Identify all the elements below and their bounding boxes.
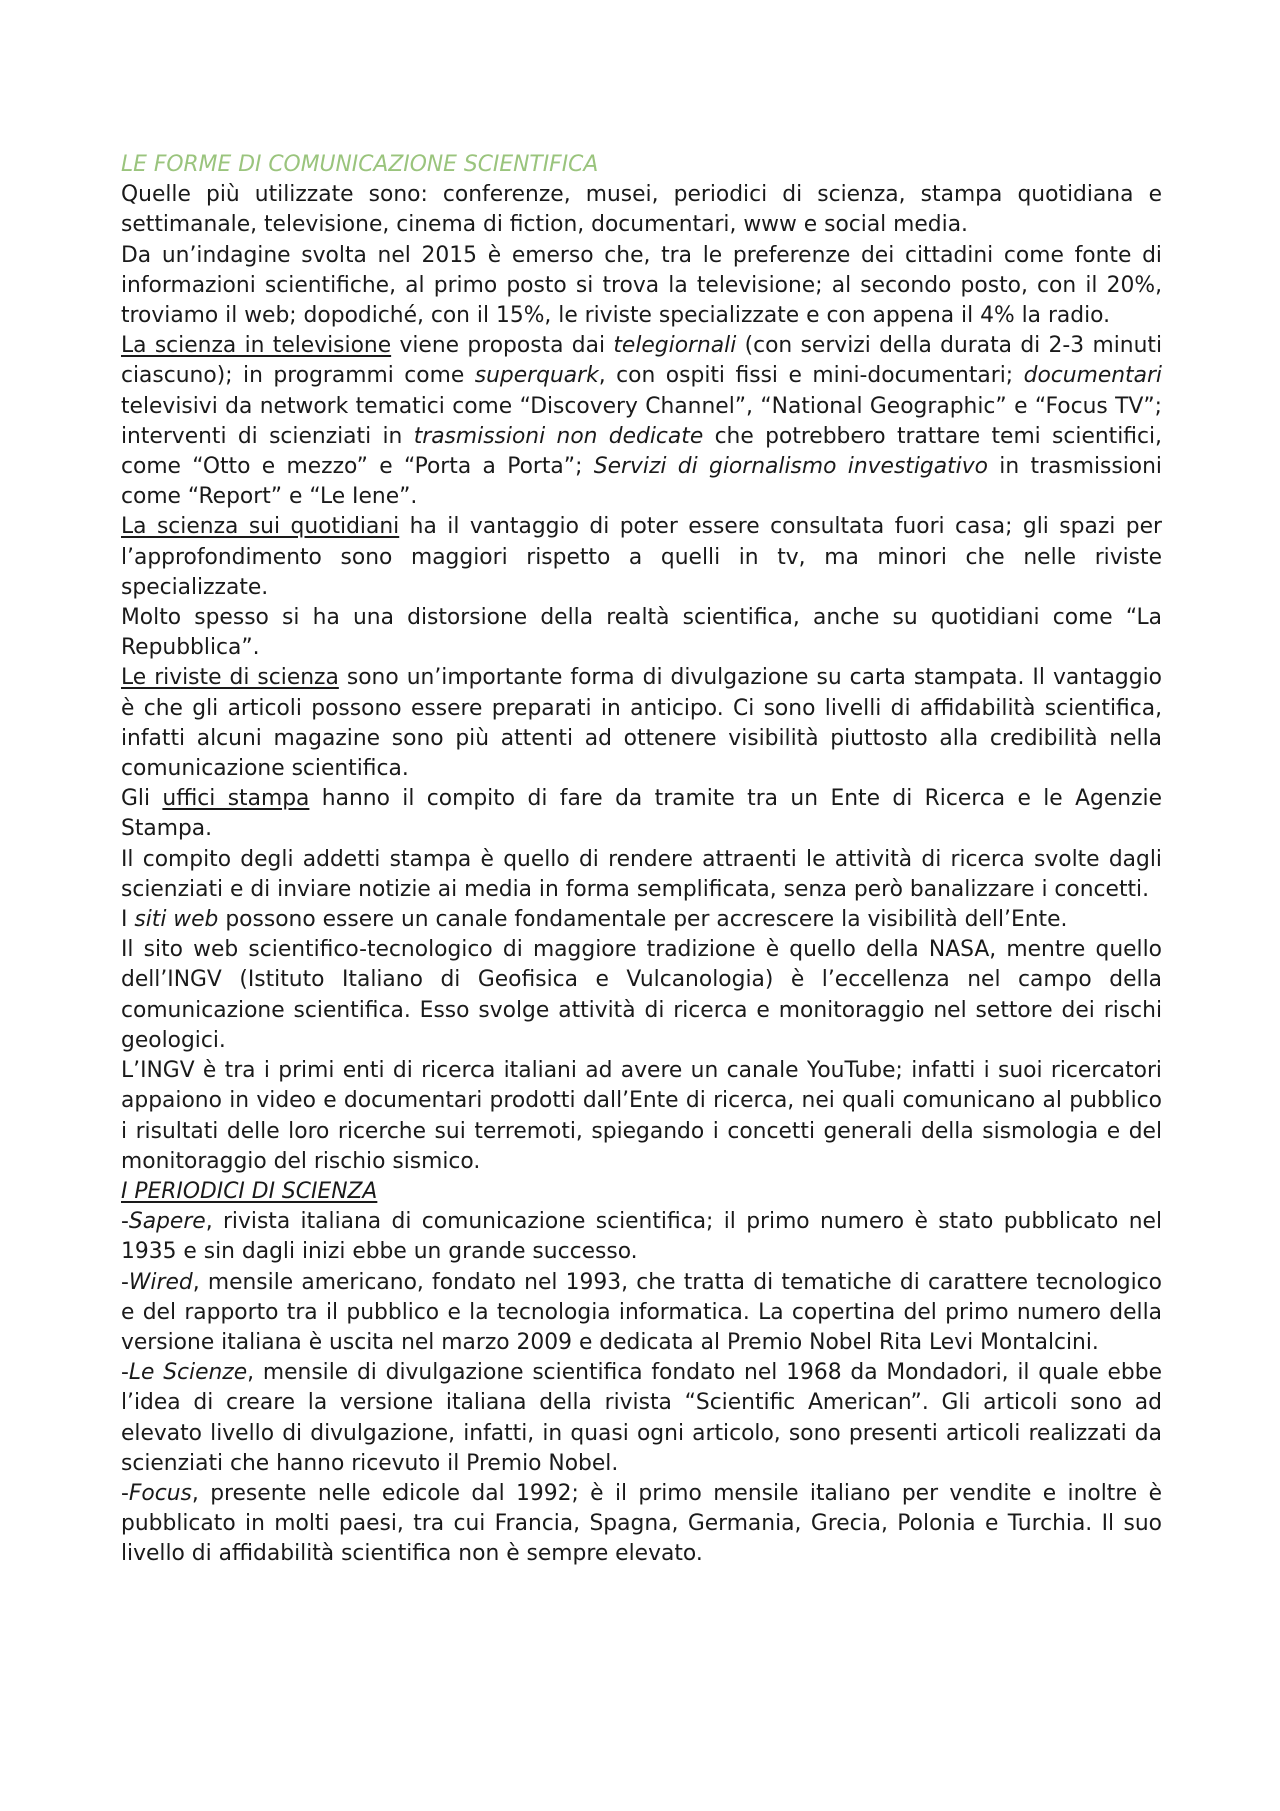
topic-television: La scienza in televisione [121,333,392,359]
paragraph-newspapers [121,512,1162,603]
periodical-description: , mensile di divulgazione scientifica fondato nel 1968 da Mondadori, il quale ebbe l’idea di creare la versione italiana della rivista “Scientific American”. Gli articoli sono ad elevato livello di divulgazione, infatti, in quasi ogni articolo, sono presenti articoli realizzati da scienziati che hanno ricevuto il Premio Nobel. [121,1360,1162,1476]
text-run: viene proposta dai [391,333,614,359]
paragraph-magazines [121,663,1162,784]
paragraph-nasa-ingv: Il sito web scientifico-tecnologico di maggiore tradizione è quello della NASA, mentre quello dell’INGV (Istituto Italiano di Geofisica e Vulcanologia) è l’eccellenza nel campo della comunicazione scientifica. Esso svolge attività di ricerca e monitoraggio nel settore dei rischi geologici. [121,937,1162,1053]
term-superquark: superquark [474,363,599,389]
topic-press-offices: uffici stampa [162,786,310,812]
text-run: I [121,907,135,933]
paragraph-ingv-youtube: L’INGV è tra i primi enti di ricerca italiani ad avere un canale YouTube; infatti i suoi ricercatori appaiono in video e documentari prodotti dall’Ente di ricerca, nei quali comunicano al pubblico i risultati delle loro ricerche sui terremoti, spiegando i concetti generali della sismologia e del monitoraggio del rischio sismico. [121,1058,1162,1174]
periodical-name: Le Scienze [128,1360,248,1386]
paragraph-press-task: Il compito degli addetti stampa è quello di rendere attraenti le attività di ricerca svolte dagli scienziati e di inviare notizie ai media in forma semplificata, senza però banalizzare i concetti. [121,846,1162,902]
section-heading-periodicals: I PERIODICI DI SCIENZA [121,1178,378,1204]
paragraph-press-offices [121,784,1162,844]
periodical-name: Sapere [128,1209,206,1235]
periodical-description: , mensile americano, fondato nel 1993, che tratta di tematiche di carattere tecnologico e del rapporto tra il pubblico e la tecnologia informatica. La copertina del primo numero della versione italiana è uscita nel marzo 2009 e dedicata al Premio Nobel Rita Levi Montalcini. [121,1269,1162,1355]
list-dash: - [121,1269,129,1295]
term-documentari: documentari [1023,363,1162,389]
term-trasmissioni: trasmissioni non dedicate [413,423,704,449]
term-giornalismo: Servizi di giornalismo investigativo [593,454,988,480]
list-dash: - [121,1360,129,1386]
periodical-item-le-scienze [121,1358,1162,1479]
topic-newspapers: La scienza sui quotidiani [121,514,400,540]
term-siti-web: siti web [134,907,219,933]
paragraph-distortion: Molto spesso si ha una distorsione della realtà scientifica, anche su quotidiani come “La Repubblica”. [121,605,1162,661]
text-run: hanno il compito di fare da tramite tra un Ente di Ricerca e le Agenzie Stampa. [121,786,1162,842]
document-title: LE FORME DI COMUNICAZIONE SCIENTIFICA [121,152,599,177]
text-run: televisivi da network tematici come “Discovery Channel”, “National Geographic” e “Focus TV”; interventi di scienziati in [121,393,1162,449]
periodical-item-sapere [121,1207,1162,1267]
paragraph-television [121,331,1162,512]
text-run: Gli [121,786,163,812]
text-run: ha il vantaggio di poter essere consultata fuori casa; gli spazi per l’approfondimento sono maggiori rispetto a quelli in tv, ma minori che nelle riviste specializzate. [121,514,1162,600]
term-telegiornali: telegiornali [613,333,737,359]
text-run: possono essere un canale fondamentale per accrescere la visibilità dell’Ente. [218,907,1068,933]
paragraph-websites [121,905,1162,935]
periodical-description: , rivista italiana di comunicazione scientifica; il primo numero è stato pubblicato nel 1935 e sin dagli inizi ebbe un grande successo. [121,1209,1162,1265]
periodical-name: Focus [128,1480,192,1506]
text-run: , con ospiti fissi e mini-documentari; [598,363,1024,389]
text-run: (con servizi della durata di 2-3 minuti ciascuno); in programmi come [121,333,1162,389]
periodical-name: Wired [128,1269,193,1295]
periodical-item-focus [121,1479,1162,1570]
periodical-description: , presente nelle edicole dal 1992; è il primo mensile italiano per vendite e inoltre è pubblicato in molti paesi, tra cui Francia, Spagna, Germania, Grecia, Polonia e Turchia. Il suo livello di affidabilità scientifica non è sempre elevato. [121,1480,1162,1567]
paragraph-forms: Quelle più utilizzate sono: conferenze, musei, periodici di scienza, stampa quotidiana e settimanale, televisione, cinema di fiction, documentari, www e social media. [121,182,1162,238]
list-dash: - [121,1209,129,1235]
list-dash: - [121,1480,129,1506]
document-page [121,150,1162,1570]
paragraph-survey: Da un’indagine svolta nel 2015 è emerso che, tra le preferenze dei cittadini come fonte di informazioni scientifiche, al primo posto si trova la televisione; al secondo posto, con il 20%, troviamo il web; dopodiché, con il 15%, le riviste specializzate e con appena il 4% la radio. [121,242,1162,329]
text-run: sono un’importante forma di divulgazione su carta stampata. Il vantaggio è che gli articoli possono essere preparati in anticipo. Ci sono livelli di affidabilità scientifica, infatti alcuni magazine sono più attenti ad ottenere visibilità piuttosto alla credibilità nella comunicazione scientifica. [121,665,1162,782]
text-run: che potrebbero trattare temi scientifici, come “Otto e mezzo” e “Porta a Porta”; [121,423,1162,480]
text-run: in trasmissioni come “Report” e “Le Iene”. [121,454,1162,510]
topic-magazines: Le riviste di scienza [121,665,339,691]
periodical-item-wired [121,1268,1162,1359]
